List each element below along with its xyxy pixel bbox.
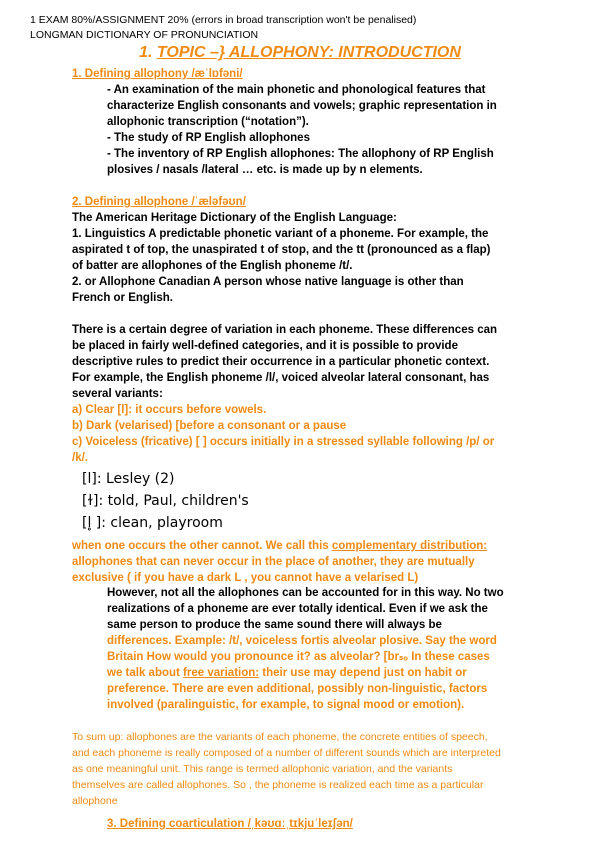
text-span: we talk about <box>107 667 184 679</box>
variants-list <box>72 402 494 466</box>
ahd-definition <box>72 210 491 306</box>
header-exam-info: 1 EXAM 80%/ASSIGNMENT 20% (errors in broad transcription won't be penalised) <box>30 14 417 26</box>
text-line: of batter are allophones of the English phoneme /t/. <box>72 260 353 272</box>
text-line: a) Clear [l]: it occurs before vowels. <box>72 404 267 416</box>
text-line: as one meaningful unit. This range is termed allophonic variation, and the variants <box>72 763 453 775</box>
text-line: involved (paralinguistic, for example, to signal mood or emotion). <box>107 699 465 711</box>
section1-heading <box>72 68 243 80</box>
text-line: descriptive rules to predict their occurrence in a particular phonetic context. <box>72 356 490 368</box>
example-line: [l]: Lesley (2) <box>82 471 175 487</box>
text-line: preference. There are even additional, possibly non-linguistic, factors <box>107 683 488 695</box>
text-line: allophonic transcription (“notation”). <box>107 116 309 128</box>
text-line: Britain How would you pronounce it? as alveolar? [brₛₒ In these cases <box>107 651 490 663</box>
text-line: same person to produce the same sound there will always be <box>107 619 442 631</box>
text-line: There is a certain degree of variation in each phoneme. These differences can <box>72 324 498 336</box>
title-number: 1. <box>139 44 157 61</box>
text-line: French or English. <box>72 292 173 304</box>
text-line: However, not all the allophones can be accounted for in this way. No two <box>107 587 504 599</box>
complementary-distribution-term: complementary distribution: <box>331 540 488 552</box>
however-paragraph <box>107 585 504 713</box>
text-line: - The inventory of RP English allophones: The allophony of RP English <box>107 148 494 160</box>
title-text: TOPIC –} ALLOPHONY: INTRODUCTION <box>156 44 461 61</box>
text-line: allophone <box>72 795 118 807</box>
text-line: - An examination of the main phonetic and phonological features that <box>107 84 486 96</box>
text-span: when one occurs the other cannot. We call this <box>72 540 332 552</box>
text-line: aspirated t of top, the unaspirated t of stop, and the tt (pronounced as a flap) <box>72 244 491 256</box>
text-line: - The study of RP English allophones <box>107 132 310 144</box>
text-span: their use may depend just on habit or <box>259 667 467 679</box>
text-line: characterize English consonants and vowels; graphic representation in <box>107 100 497 112</box>
section3-heading-text: 3. Defining coarticulation /ˌkəʊɑːˌtɪkjuˈleɪʃən/ <box>107 818 353 830</box>
example-line: [ɫ]: told, Paul, children's <box>82 493 249 509</box>
summary-paragraph <box>72 729 501 809</box>
text-line: For example, the English phoneme /l/, voiced alveolar lateral consonant, has <box>72 372 490 384</box>
section1-heading-text: 1. Defining allophony /æˈlɒfəni/ <box>72 68 243 80</box>
example-line: [l̥ ]: clean, playroom <box>82 515 223 531</box>
page-title <box>0 44 600 62</box>
text-line: exclusive ( if you have a dark L , you cannot have a velarised L) <box>72 572 419 584</box>
variation-paragraph <box>72 322 497 402</box>
section2-heading-text: 2. Defining allophone /ˈæləfəʊn/ <box>72 196 246 208</box>
text-line: The American Heritage Dictionary of the English Language: <box>72 212 397 224</box>
text-line: /k/. <box>72 452 88 464</box>
text-line: allophones that can never occur in the place of another, they are mutually <box>72 556 475 568</box>
text-line: themselves are called allophones. So , the phoneme is realized each time as a particular <box>72 779 484 791</box>
text-line: plosives / nasals /lateral … etc. is made up by n elements. <box>107 164 423 176</box>
text-line: To sum up: allophones are the variants of each phoneme, the concrete entities of speech, <box>72 731 488 743</box>
text-line: several variants: <box>72 388 163 400</box>
section2-heading <box>72 196 246 208</box>
text-line: 2. or Allophone Canadian A person whose native language is other than <box>72 276 464 288</box>
text-line: be placed in fairly well-defined categories, and it is possible to provide <box>72 340 458 352</box>
header-dictionary: LONGMAN DICTIONARY OF PRONUNCIATION <box>30 29 259 41</box>
section3-heading <box>107 818 353 830</box>
text-line: 1. Linguistics A predictable phonetic variant of a phoneme. For example, the <box>72 228 489 240</box>
section1-body <box>107 82 497 178</box>
text-line: realizations of a phoneme are ever totally identical. Even if we ask the <box>107 603 488 615</box>
complementary-paragraph <box>72 538 487 586</box>
text-line: c) Voiceless (fricative) [ ] occurs initially in a stressed syllable following /p/ or <box>72 436 495 448</box>
free-variation-term: free variation: <box>183 667 260 679</box>
text-line: b) Dark (velarised) [before a consonant or a pause <box>72 420 347 432</box>
allophone-examples-image <box>82 468 249 534</box>
text-line: differences. Example: /t/, voiceless fortis alveolar plosive. Say the word <box>107 635 497 647</box>
text-line: and each phoneme is really composed of a number of different sounds which are interpreted <box>72 747 501 759</box>
